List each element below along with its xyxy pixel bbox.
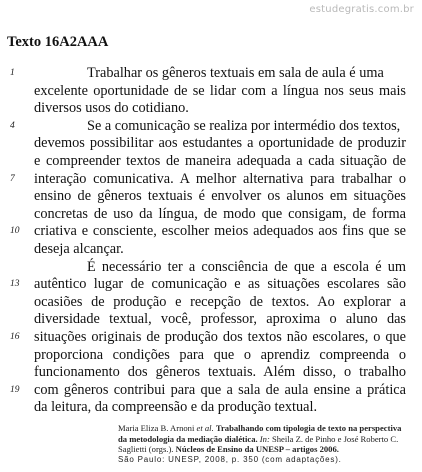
line-text: concretas de uso da língua, de modo que consigam, de forma bbox=[34, 205, 406, 222]
line-text: deseja alcançar. bbox=[34, 240, 124, 257]
text-line bbox=[10, 381, 406, 400]
citation-publication: São Paulo: UNESP, 2008, p. 350 (com adaptações). bbox=[118, 454, 342, 464]
line-number: 1 bbox=[10, 68, 15, 78]
line-text: funcionamento dos gêneros textuais. Além disso, o trabalho bbox=[34, 364, 406, 381]
text-line bbox=[10, 170, 406, 189]
text-line bbox=[34, 294, 406, 312]
text-line bbox=[34, 241, 406, 259]
line-text: diversos usos do cotidiano. bbox=[34, 100, 189, 117]
citation-work-title: Trabalhando com tipologia de texto na perspectiva bbox=[215, 423, 402, 433]
citation-line bbox=[118, 423, 410, 434]
citation-in-label: In: bbox=[259, 433, 270, 444]
line-text: interação comunicativa. A melhor alternativa para trabalhar o bbox=[34, 170, 406, 187]
source-citation bbox=[118, 423, 410, 465]
line-number: 16 bbox=[10, 331, 20, 342]
text-line bbox=[10, 276, 406, 294]
text-line bbox=[10, 328, 406, 347]
line-number: 4 bbox=[10, 120, 15, 131]
text-line bbox=[10, 65, 406, 83]
citation-line bbox=[118, 434, 410, 445]
text-title: Texto 16A2AAA bbox=[7, 34, 109, 50]
citation-authors: Maria Eliza B. Arnoni bbox=[118, 423, 195, 433]
line-text: ensino de gêneros textuais é envolver os alunos em situações bbox=[34, 188, 406, 205]
citation-line bbox=[118, 444, 410, 455]
text-line bbox=[34, 399, 406, 417]
line-text: diversidade textual, você, professor, aproxima o aluno das bbox=[34, 311, 406, 328]
line-text: É necessário ter a consciência de que a escola é um bbox=[87, 258, 406, 275]
text-line bbox=[34, 259, 406, 277]
line-number: 10 bbox=[10, 226, 20, 237]
text-line bbox=[34, 100, 406, 118]
line-text: Trabalhar os gêneros textuais em sala de aula é uma bbox=[87, 65, 384, 81]
text-line bbox=[10, 117, 406, 136]
line-number: 13 bbox=[10, 279, 20, 290]
line-text: devemos possibilitar aos estudantes a oportunidade de produzir bbox=[34, 135, 406, 152]
watermark: estudegratis.com.br bbox=[309, 4, 414, 15]
line-text: proporciona condições para que o aprendiz compreenda o bbox=[34, 346, 406, 363]
line-text: e compreender textos de maneira adequada a cada situação de bbox=[34, 152, 406, 169]
line-text: ocasiões de produção e recepção de textos. Ao explorar a bbox=[34, 293, 406, 310]
line-number: 7 bbox=[10, 173, 15, 184]
text-body bbox=[10, 65, 406, 417]
text-line bbox=[34, 206, 406, 224]
text-line bbox=[34, 135, 406, 153]
citation-etal: et al. bbox=[196, 423, 214, 433]
text-line bbox=[10, 223, 406, 241]
line-text: autêntico lugar de comunicação e as situações escolares são bbox=[34, 276, 406, 293]
citation-editors-cont: Saglietti (orgs.). bbox=[118, 444, 174, 455]
text-line bbox=[34, 364, 406, 382]
line-number: 19 bbox=[10, 384, 20, 395]
line-text: criativa e consciente, escolher meios adequados aos fins que se bbox=[34, 223, 406, 240]
text-line bbox=[34, 347, 406, 365]
citation-book-title: Núcleos de Ensino da UNESP – artigos 2006. bbox=[175, 444, 339, 455]
text-line bbox=[34, 311, 406, 329]
line-text: situações originais de produção dos textos não escolares, o que bbox=[34, 328, 406, 345]
text-line bbox=[34, 188, 406, 206]
text-line bbox=[34, 83, 406, 101]
text-line bbox=[34, 153, 406, 171]
line-text: da leitura, da compreensão e da produção textual. bbox=[34, 399, 318, 416]
citation-editors: Sheila Z. de Pinho e José Roberto C. bbox=[271, 433, 399, 444]
citation-work-title-cont: da metodologia da mediação dialética. bbox=[118, 433, 258, 444]
line-text: com gêneros contribui para que a sala de aula ensine a prática bbox=[34, 381, 406, 398]
line-text: Se a comunicação se realiza por intermédio dos textos, bbox=[87, 117, 401, 134]
line-text: excelente oportunidade de se lidar com a língua nos seus mais bbox=[34, 82, 406, 99]
